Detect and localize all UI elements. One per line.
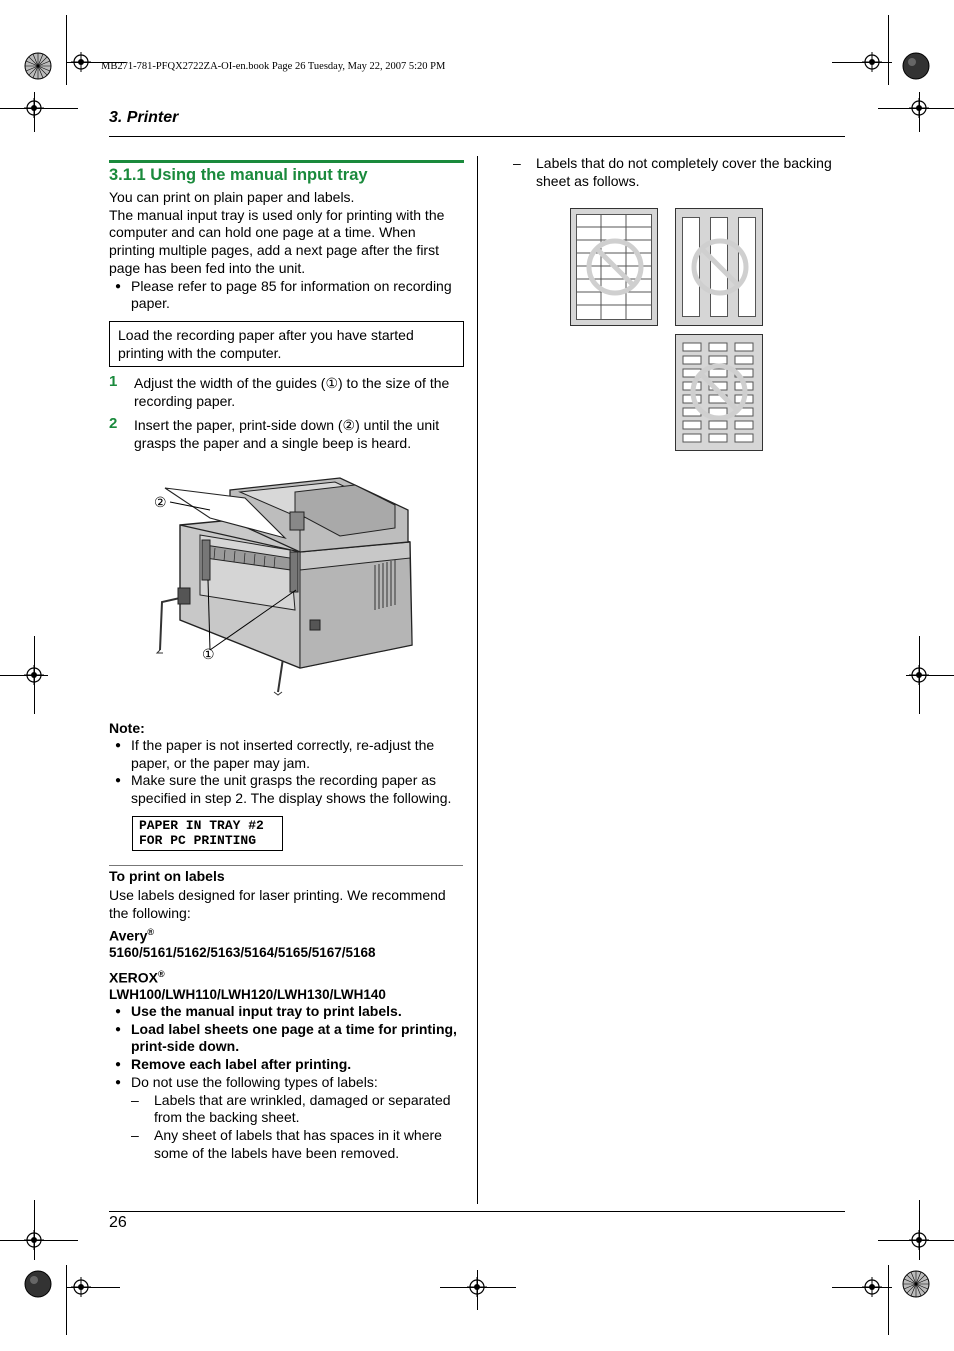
dash-text: from the backing sheet. xyxy=(154,1109,300,1126)
dash-text: Labels that are wrinkled, damaged or separated xyxy=(154,1091,451,1108)
note-heading: Note: xyxy=(109,720,145,736)
registration-target-icon xyxy=(909,665,929,685)
step-line: recording paper. xyxy=(134,392,236,409)
labels-intro xyxy=(109,887,464,922)
labels-intro-line: Use labels designed for laser printing. We recommend xyxy=(109,887,446,903)
bullet-text: Use the manual input tray to print labels. xyxy=(131,1003,402,1019)
dash-text: Labels that do not completely cover the backing xyxy=(536,155,832,171)
bullet-icon: ● xyxy=(115,280,122,292)
boxed-notice-line: printing with the computer. xyxy=(118,344,282,361)
registration-target-icon xyxy=(467,1277,487,1297)
boxed-notice-text xyxy=(118,327,458,362)
section-intro xyxy=(109,189,464,313)
dash-item xyxy=(109,1092,464,1127)
bullet-text: print-side down. xyxy=(131,1038,240,1055)
bullet-text: If the paper is not inserted correctly, re-adjust the xyxy=(131,737,435,753)
section-title: 3.1.1 Using the manual input tray xyxy=(109,166,368,184)
chapter-title: 3. Printer xyxy=(109,109,179,126)
registration-target-icon xyxy=(24,1230,44,1250)
color-registration-dot-icon xyxy=(24,1270,52,1298)
registered-mark: ® xyxy=(158,969,165,979)
bullet-item xyxy=(109,737,464,772)
section-rule xyxy=(109,865,463,866)
bullet-text: Please refer to page 85 for information on recording xyxy=(131,277,452,294)
dash-text: some of the labels have been removed. xyxy=(154,1144,400,1161)
step-line: Insert the paper, print-side down (②) until the unit xyxy=(134,417,440,433)
intro-line: page has been fed into the unit. xyxy=(109,259,306,276)
registration-target-icon xyxy=(909,1230,929,1250)
dash-icon: – xyxy=(131,1126,139,1143)
bullet-text: paper, or the paper may jam. xyxy=(131,754,310,771)
bullet-text: paper. xyxy=(131,295,170,312)
bullet-item xyxy=(109,772,464,807)
step-number: 1 xyxy=(109,373,118,390)
registration-target-icon xyxy=(24,98,44,118)
brand-avery-models: 5160/5161/5162/5163/5164/5165/5167/5168 xyxy=(109,945,376,960)
bullet-text: Make sure the unit grasps the recording paper as xyxy=(131,772,437,789)
registration-target-icon xyxy=(862,1277,882,1297)
brand-name: XEROX xyxy=(109,969,159,986)
bullet-item xyxy=(109,278,464,313)
color-registration-dot-icon xyxy=(902,52,930,80)
intro-line: computer and can hold one page at a time. When xyxy=(109,224,416,241)
registered-mark: ® xyxy=(147,927,155,937)
labels-intro-line: the following: xyxy=(109,904,191,921)
bullet-icon: ● xyxy=(115,1023,122,1035)
bullet-text: Do not use the following types of labels: xyxy=(131,1073,378,1090)
intro-line: The manual input tray is used only for printing with the xyxy=(109,206,445,223)
print-info: MB271-781-PFQX2722ZA-OI-en.book Page 26 Tuesday, May 22, 2007 5:20 PM xyxy=(101,61,446,72)
brand-xerox-models: LWH100/LWH110/LWH120/LWH130/LWH140 xyxy=(109,987,386,1002)
footer-rule xyxy=(109,1211,845,1212)
intro-line: printing multiple pages, add a next page after the first xyxy=(109,242,439,259)
registration-target-icon xyxy=(862,52,882,72)
registration-target-icon xyxy=(71,1277,91,1297)
right-dash-item xyxy=(491,155,851,190)
note-list xyxy=(109,737,464,808)
dash-item xyxy=(109,1127,464,1162)
dash-icon: – xyxy=(131,1091,139,1108)
step-text xyxy=(134,375,464,410)
label-sheet-grid xyxy=(570,208,658,326)
step-number: 2 xyxy=(109,415,118,432)
page-number: 26 xyxy=(109,1214,127,1231)
brand-xerox xyxy=(109,966,464,987)
dash-item xyxy=(491,155,851,190)
callout-2: ② xyxy=(154,494,167,510)
intro-line: You can print on plain paper and labels. xyxy=(109,189,355,205)
step-text xyxy=(134,417,464,452)
bullet-icon: ● xyxy=(115,1076,122,1088)
labels-heading: To print on labels xyxy=(109,868,225,884)
boxed-notice-line: Load the recording paper after you have started xyxy=(118,327,414,343)
bullet-icon: ● xyxy=(115,1006,122,1017)
bullet-icon: ● xyxy=(115,775,122,787)
dash-text: Any sheet of labels that has spaces in it where xyxy=(154,1126,442,1143)
registration-target-icon xyxy=(909,98,929,118)
bullet-item xyxy=(109,1021,464,1056)
step-line: grasps the paper and a single beep is heard. xyxy=(134,434,412,451)
printer-manual-tray-illustration xyxy=(150,470,430,700)
section-accent-bar xyxy=(109,160,464,163)
prohibited-icon xyxy=(690,237,750,297)
column-divider xyxy=(477,156,478,1204)
bullet-item xyxy=(109,1003,464,1021)
brand-name: Avery xyxy=(109,927,148,944)
bullet-item xyxy=(109,1056,464,1074)
prohibited-icon xyxy=(585,237,645,297)
bullet-text: specified in step 2. The display shows the following. xyxy=(131,790,452,807)
small-label-cells xyxy=(675,334,763,451)
bullet-icon: ● xyxy=(115,740,122,751)
step-line: Adjust the width of the guides (①) to the size of the xyxy=(134,375,450,391)
display-readout: PAPER IN TRAY #2 FOR PC PRINTING xyxy=(139,818,264,848)
registration-target-icon xyxy=(71,52,91,72)
header-rule xyxy=(109,136,845,137)
dash-text: sheet as follows. xyxy=(536,172,640,189)
registration-target-icon xyxy=(24,665,44,685)
bullet-item xyxy=(109,1074,464,1092)
label-sheet-strips xyxy=(675,208,763,326)
dash-icon: – xyxy=(513,155,521,171)
color-registration-starburst-icon xyxy=(902,1270,930,1298)
labels-list xyxy=(109,1003,464,1162)
callout-1: ① xyxy=(202,646,215,662)
bullet-text: Load label sheets one page at a time for printing, xyxy=(131,1020,457,1037)
color-registration-starburst-icon xyxy=(24,52,52,80)
bullet-icon: ● xyxy=(115,1059,122,1071)
brand-avery xyxy=(109,924,464,945)
bullet-text: Remove each label after printing. xyxy=(131,1056,352,1073)
